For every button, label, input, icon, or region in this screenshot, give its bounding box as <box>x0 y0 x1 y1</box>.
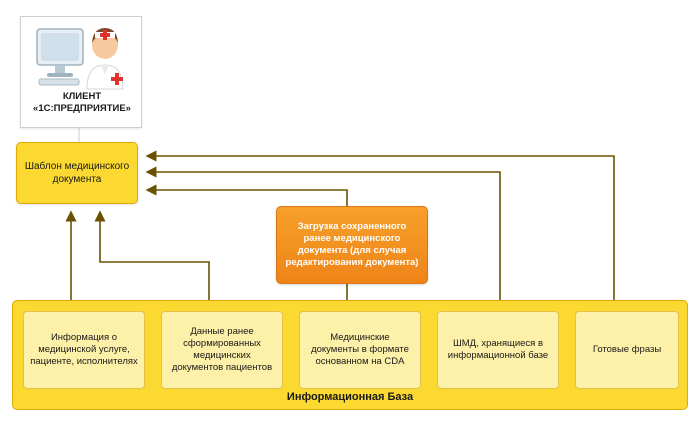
load-saved-document-box: Загрузка сохраненного ранее медицинского документа (для случая редактирования документа) <box>276 206 428 284</box>
client-caption <box>21 91 143 115</box>
infobase-card-service-info: Информация о медицинской услуге, пациенте, исполнителях <box>23 311 145 389</box>
template-box: Шаблон медицинского документа <box>16 142 138 204</box>
infobase-card-shmd: ШМД, хранящиеся в информационной базе <box>437 311 559 389</box>
client-box <box>20 16 142 128</box>
computer-nurse-icon <box>21 21 143 93</box>
infobase-card-previous-documents: Данные ранее сформированных медицинских документов пациентов <box>161 311 283 389</box>
infobase-card-cda-documents: Медицинские документы в формате основанном на CDA <box>299 311 421 389</box>
client-caption-line1: КЛИЕНТ <box>62 91 102 102</box>
information-base-container <box>12 300 688 410</box>
client-caption-line2: «1С:ПРЕДПРИЯТИЕ» <box>33 103 131 114</box>
information-base-title: Информационная База <box>286 391 414 403</box>
arrow-prevdocs-to-template <box>100 212 209 300</box>
infobase-card-ready-phrases: Готовые фразы <box>575 311 679 389</box>
